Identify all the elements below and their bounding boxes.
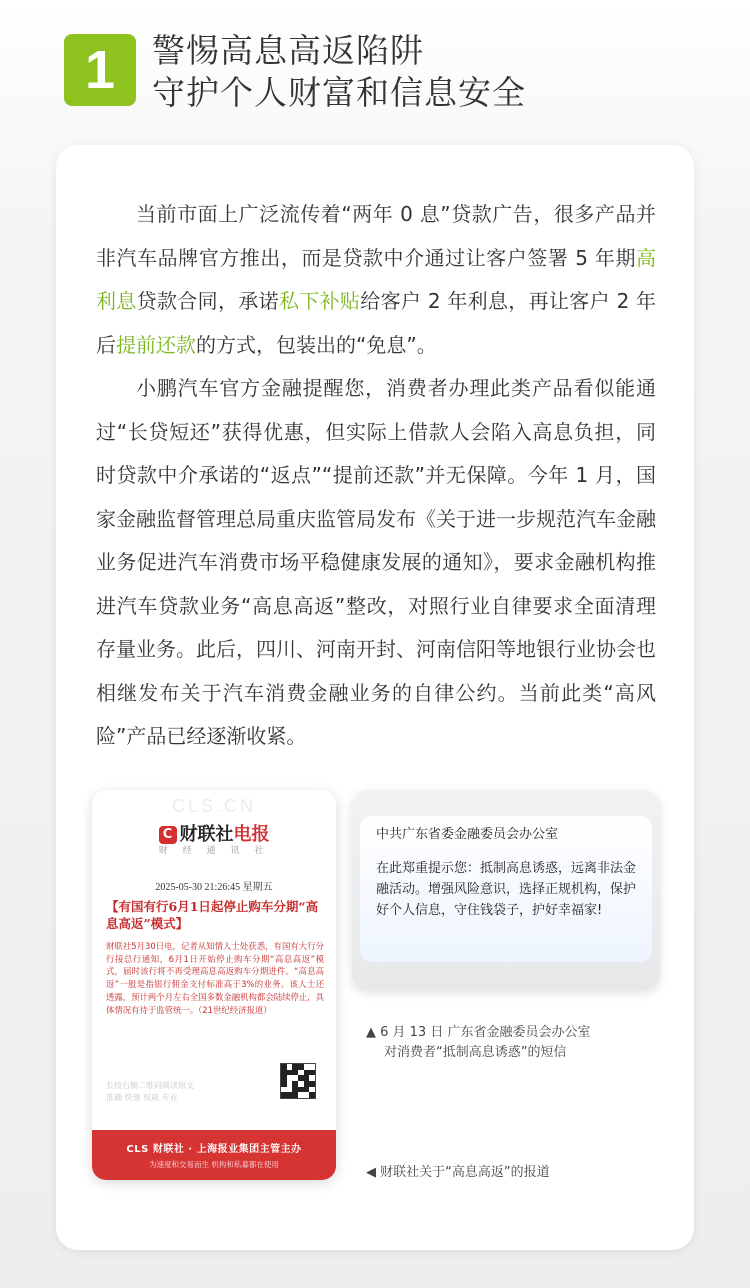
qr-hint-line-2: 准确 快速 权威 专业 xyxy=(106,1093,178,1102)
news-footer-line-2: 为速度和交易而生 机构和私募都在使用 xyxy=(149,1160,279,1169)
sms-caption xyxy=(366,1023,590,1063)
news-datetime: 2025-05-30 21:26:45 星期五 xyxy=(155,882,273,893)
section-title-line-1: 警惕高息高返陷阱 xyxy=(152,31,424,70)
p1-text-c: 给客户 2 年利息，再让客户 2 年后 xyxy=(96,289,657,357)
section-title-line-2: 守护个人财富和信息安全 xyxy=(152,73,526,112)
news-body: 财联社5月30日电，记者从知情人士处获悉，有国有大行分行接总行通知，6月1日开始停止购车分期“高息高返”模式，届时该行将不再受理高息高返购车分期进件。“高息高返”一般是指银行佣金支付标准高于3%的业务。该人士还透露，预计两个月左右全国多数金融机构都会陆续停止，具体情况有待于监管统一。（21世纪经济报道） xyxy=(106,941,324,1015)
news-footer xyxy=(92,1130,336,1180)
sms-bubble xyxy=(360,816,652,962)
section-header xyxy=(64,30,684,114)
p1-text-b: 贷款合同，承诺 xyxy=(136,289,279,313)
highlight-private-subsidy: 私下补贴 xyxy=(278,289,361,313)
news-qr-hint xyxy=(106,1080,194,1104)
sms-caption-line-1: ▲ 6 月 13 日 广东省金融委员会办公室 xyxy=(366,1025,591,1040)
highlight-early-repayment: 提前还款 xyxy=(116,332,196,357)
section-title xyxy=(152,30,526,114)
qr-hint-line-1: 长按右侧二维码阅读原文 xyxy=(106,1081,194,1090)
p1-text-a: 当前市面上广泛流传着“两年 0 息”贷款广告，很多产品并非汽车品牌官方推出，而是贷款中介通过让客户签署 5 年期 xyxy=(96,202,656,270)
news-footer-line-1: CLS 财联社 · 上海报业集团主管主办 xyxy=(126,1144,302,1155)
cls-logo-icon: C xyxy=(159,826,177,844)
article-paragraph-2: 小鹏汽车官方金融提醒您，消费者办理此类产品看似能通过“长贷短还”获得优惠，但实际上借款人会陷入高息负担，同时贷款中介承诺的“返点”“提前还款”并无保障。今年 1 月，国家金融监督管理总局重庆监管局发布《关于进一步规范汽车金融业务促进汽车消费市场平稳健康发展的通知》，要求金融机构推进汽车贷款业务“高息高返”整改，对照行业自律要求全面清理存量业务。此后，四川、河南开封、河南信阳等地银行业协会也相继发布关于汽车消费金融业务的自律公约。当前此类“高风险”产品已经逐渐收紧。 xyxy=(96,376,656,748)
qr-code-icon xyxy=(280,1063,316,1099)
news-caption: ◀ 财联社关于“高息高返”的报道 xyxy=(366,1165,550,1180)
article-body xyxy=(96,193,656,759)
sms-sender: 中共广东省委金融委员会办公室 xyxy=(376,827,559,842)
sms-message: 在此郑重提示您：抵制高息诱惑，远离非法金融活动。增强风险意识，选择正规机构，保护好个人信息，守住钱袋子，护好幸福家! xyxy=(376,861,637,918)
highlight-high-interest: 高利息 xyxy=(96,245,656,313)
article-paragraph-1 xyxy=(96,193,656,367)
section-number-badge: 1 xyxy=(64,34,136,106)
brand-name: 财联社 xyxy=(179,824,234,845)
sms-screenshot xyxy=(352,790,660,990)
news-headline: 【有国有行6月1日起停止购车分期“高息高返”模式】 xyxy=(106,899,319,931)
sms-caption-line-2: 对消费者“抵制高息诱惑”的短信 xyxy=(384,1045,567,1060)
news-watermark: CLS.CN xyxy=(171,796,256,816)
news-brand-subtitle: 财 经 通 讯 社 xyxy=(158,846,270,856)
content-card xyxy=(56,145,694,1250)
brand-telegraph: 电报 xyxy=(233,824,270,845)
p1-text-d: 的方式，包装出的“免息”。 xyxy=(196,332,437,357)
news-screenshot xyxy=(92,790,336,1180)
